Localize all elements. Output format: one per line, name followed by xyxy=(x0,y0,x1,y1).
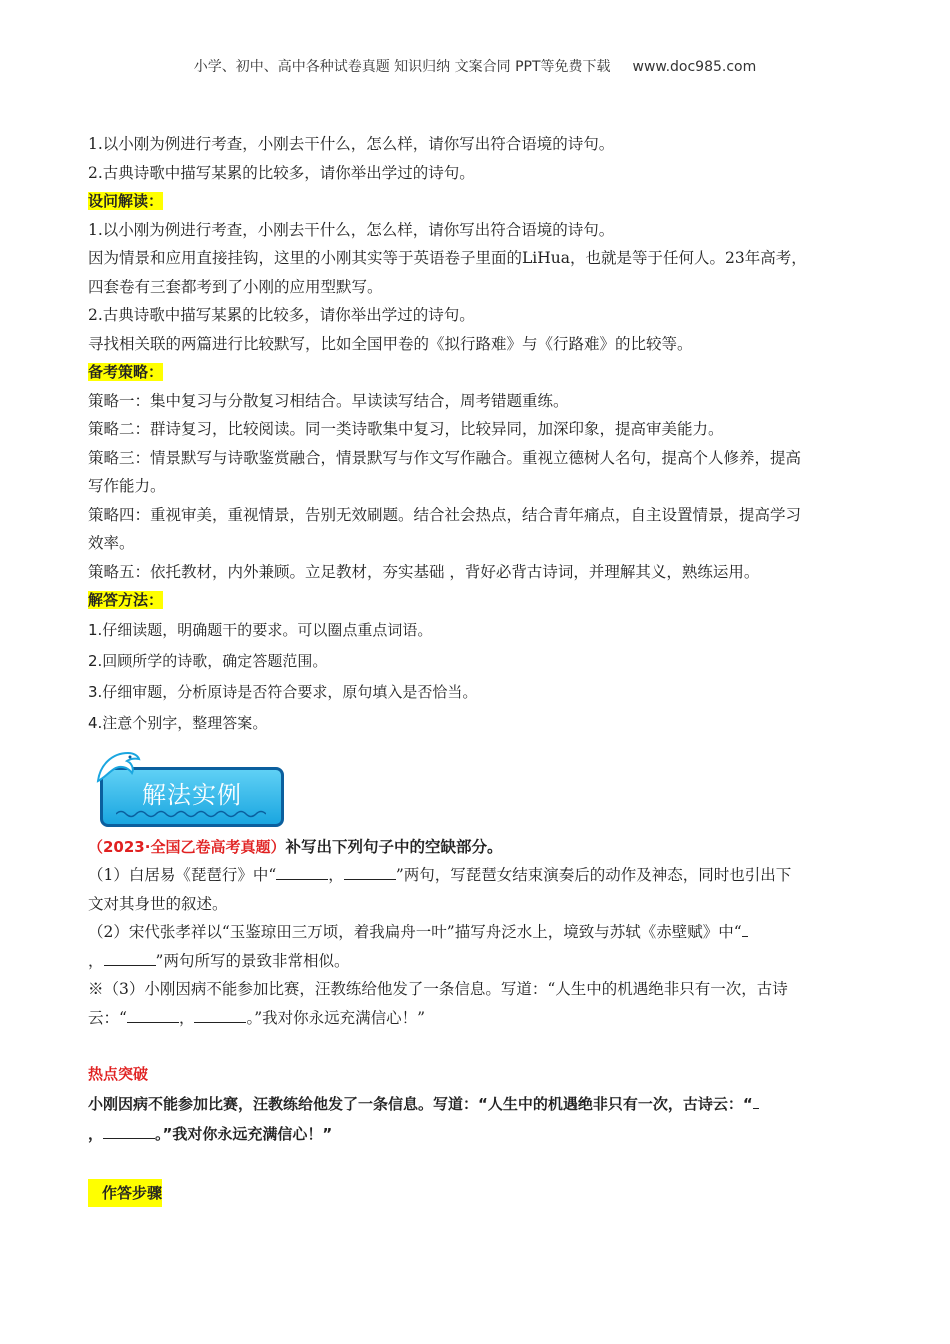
question-1: （1）白居易《琵琶行》中“ ， ”两句，写琵琶女结束演奏后的动作及神态，同时也引出下 xyxy=(88,866,792,884)
hot-heading: 热点突破 xyxy=(88,1065,149,1083)
question-2-cont: ， ”两句所写的景致非常相似。 xyxy=(88,951,350,970)
analysis-p1: 1.以小刚为例进行考查，小刚去干什么，怎么样，请你写出符合语境的诗句。 xyxy=(88,220,615,239)
intro-line-1: 1.以小刚为例进行考查，小刚去干什么，怎么样，请你写出符合语境的诗句。 xyxy=(88,135,615,153)
example-prompt: 补写出下列句子中的空缺部分。 xyxy=(285,837,503,856)
answer-blank[interactable] xyxy=(103,1124,155,1139)
strategy-3a: 策略三：情景默写与诗歌鉴赏融合，情景默写与作文写作融合。重视立德树人名句，提高个人修养，提高 xyxy=(88,448,802,467)
page-header xyxy=(0,56,950,76)
analysis-p5: 寻找相关联的两篇进行比较默写，比如全国甲卷的《拟行路难》与《行路难》的比较等。 xyxy=(88,334,693,353)
answer-blank[interactable] xyxy=(127,1008,179,1023)
header-url[interactable]: www.doc985.com xyxy=(632,59,757,75)
answer-blank[interactable] xyxy=(276,865,328,880)
strategy-heading: 备考策略： xyxy=(88,363,164,381)
answer-blank[interactable] xyxy=(344,865,396,880)
strategy-3b: 写作能力。 xyxy=(88,477,166,495)
strategy-5: 策略五：依托教材，内外兼顾。立足教材，夯实基础 ，背好必背古诗词，并理解其义，熟练运用。 xyxy=(88,562,760,581)
steps-heading: 作答步骤 xyxy=(88,1179,162,1208)
dolphin-icon xyxy=(94,747,142,787)
analysis-heading: 设问解读： xyxy=(88,192,164,210)
question-1-cont: 文对其身世的叙述。 xyxy=(88,894,228,913)
question-3: ※（3）小刚因病不能参加比赛，汪教练给他发了一条信息。写道：“人生中的机遇绝非只有一次，古诗 xyxy=(88,980,788,998)
strategy-4a: 策略四：重视审美，重视情景，告别无效刷题。结合社会热点，结合青年痛点，自主设置情景，提高学习 xyxy=(88,505,802,524)
example-source: （2023·全国乙卷高考真题） xyxy=(88,837,286,856)
answer-blank[interactable] xyxy=(753,1094,759,1109)
banner-label: 解法实例 xyxy=(100,767,284,827)
solution-example-banner xyxy=(94,747,284,827)
answer-blank[interactable] xyxy=(194,1008,246,1023)
answer-blank[interactable] xyxy=(104,951,156,966)
method-1: 1.仔细读题，明确题干的要求。可以圈点重点词语。 xyxy=(88,620,433,639)
intro-line-2: 2.古典诗歌中描写某累的比较多，请你举出学过的诗句。 xyxy=(88,163,475,182)
document-body xyxy=(88,130,868,1207)
wave-icon xyxy=(116,809,266,819)
strategy-4b: 效率。 xyxy=(88,534,135,552)
method-2: 2.回顾所学的诗歌，确定答题范围。 xyxy=(88,651,328,670)
analysis-p3: 四套卷有三套都考到了小刚的应用型默写。 xyxy=(88,277,383,296)
method-heading: 解答方法： xyxy=(88,591,164,609)
strategy-1: 策略一：集中复习与分散复习相结合。早读读写结合，周考错题重练。 xyxy=(88,391,569,410)
method-3: 3.仔细审题，分析原诗是否符合要求，原句填入是否恰当。 xyxy=(88,682,478,701)
answer-blank[interactable] xyxy=(742,922,748,937)
question-3-cont: 云：“ ， 。”我对你永远充满信心！” xyxy=(88,1008,426,1027)
method-4: 4.注意个别字，整理答案。 xyxy=(88,713,268,732)
analysis-p4: 2.古典诗歌中描写某累的比较多，请你举出学过的诗句。 xyxy=(88,306,475,324)
analysis-p2: 因为情景和应用直接挂钩，这里的小刚其实等于英语卷子里面的LiHua，也就是等于任何人。23年高考， xyxy=(88,249,807,267)
hot-line-1: 小刚因病不能参加比赛，汪教练给他发了一条信息。写道：“人生中的机遇绝非只有一次，古诗云：“ xyxy=(88,1089,868,1119)
hot-line-2: ， 。”我对你永远充满信心！” xyxy=(88,1124,333,1143)
strategy-2: 策略二：群诗复习，比较阅读。同一类诗歌集中复习，比较异同，加深印象，提高审美能力。 xyxy=(88,420,724,438)
header-text: 小学、初中、高中各种试卷真题 知识归纳 文案合同 PPT等免费下载 xyxy=(193,59,611,75)
question-2: （2）宋代张孝祥以“玉鉴琼田三万顷，着我扁舟一叶”描写舟泛水上，境致与苏轼《赤壁赋》中“ xyxy=(88,918,868,947)
